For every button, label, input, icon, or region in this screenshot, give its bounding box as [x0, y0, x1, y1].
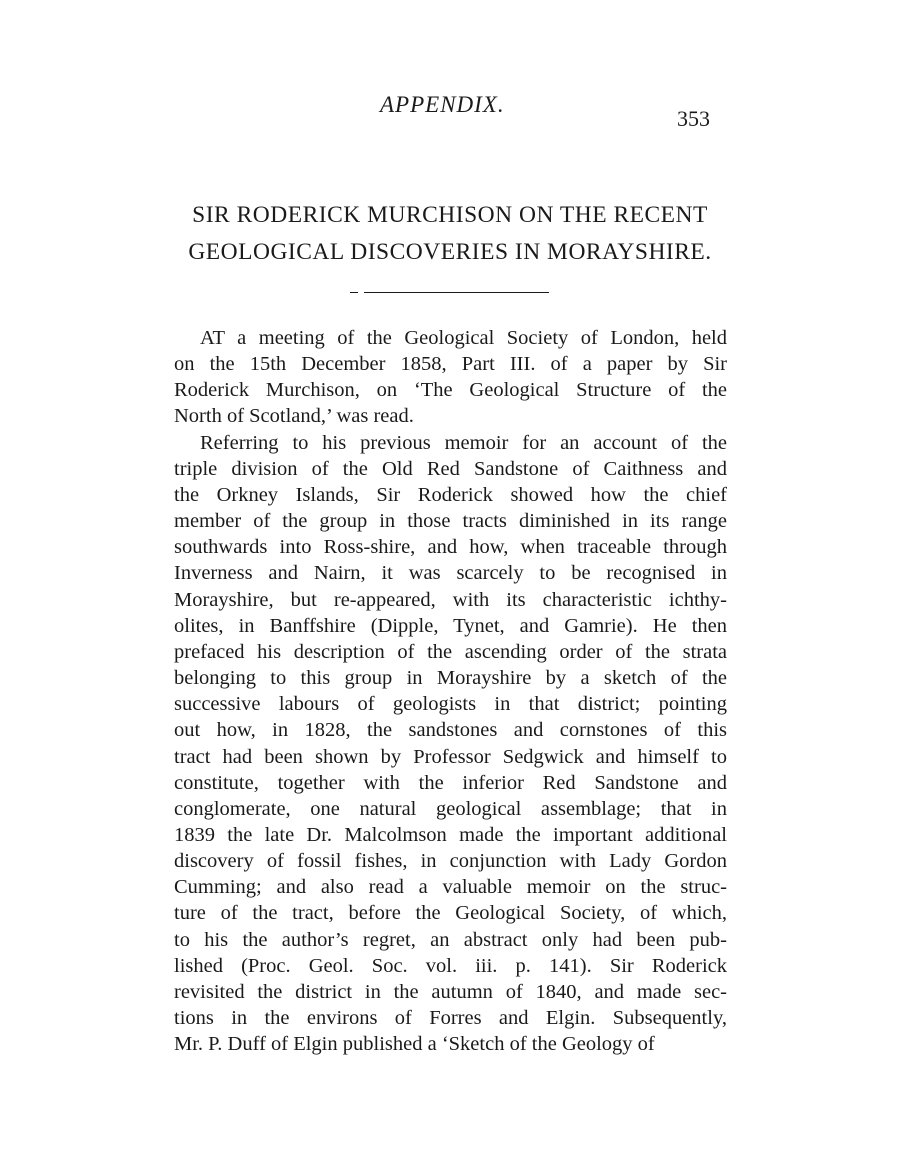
- page-number: 353: [677, 106, 710, 131]
- article-title-line-2: GEOLOGICAL DISCOVERIES IN MORAYSHIRE.: [188, 239, 712, 265]
- text-line: conglomerate, one natural geological assemblage; that in: [174, 797, 727, 820]
- text-line: 1839 the late Dr. Malcolmson made the important additional: [174, 823, 727, 846]
- text-line: on the 15th December 1858, Part III. of a paper by Sir: [174, 353, 727, 376]
- divider-line: [364, 292, 549, 293]
- text-line: Mr. P. Duff of Elgin published a ‘Sketch of the Geology of: [174, 1033, 655, 1056]
- text-line: Morayshire, but re-appeared, with its characteristic ichthy-: [174, 588, 727, 611]
- text-line: North of Scotland,’ was read.: [174, 405, 414, 428]
- running-head: [0, 92, 900, 131]
- text-line: belonging to this group in Morayshire by a sketch of the: [174, 667, 727, 690]
- text-line: to his the author’s regret, an abstract only had been pub-: [174, 928, 727, 951]
- text-line: the Orkney Islands, Sir Roderick showed how the chief: [174, 483, 727, 506]
- text-line: Inverness and Nairn, it was scarcely to be recognised in: [174, 562, 727, 585]
- text-line: prefaced his description of the ascending order of the strata: [174, 640, 727, 663]
- divider-dash: [350, 292, 358, 293]
- text-line: lished (Proc. Geol. Soc. vol. iii. p. 141). Sir Roderick: [174, 954, 727, 977]
- text-line: tract had been shown by Professor Sedgwick and himself to: [174, 745, 727, 768]
- text-line: Referring to his previous memoir for an account of the: [200, 431, 727, 454]
- text-line: successive labours of geologists in that district; pointing: [174, 693, 727, 716]
- text-line: Cumming; and also read a valuable memoir on the struc-: [174, 876, 727, 899]
- paragraph: [174, 430, 727, 1058]
- text-line: southwards into Ross-shire, and how, when traceable through: [174, 536, 727, 559]
- text-line: AT a meeting of the Geological Society of London, held: [200, 327, 727, 349]
- article-title: [150, 197, 750, 271]
- text-line: out how, in 1828, the sandstones and cornstones of this: [174, 719, 727, 742]
- paragraph: [174, 325, 727, 430]
- text-line: Roderick Murchison, on ‘The Geological Structure of the: [174, 379, 727, 402]
- section-divider-rule: [350, 292, 550, 296]
- text-line: triple division of the Old Red Sandstone of Caithness and: [174, 457, 727, 480]
- text-line: olites, in Banffshire (Dipple, Tynet, and Gamrie). He then: [174, 614, 727, 637]
- text-line: member of the group in those tracts diminished in its range: [174, 510, 727, 533]
- text-line: tions in the environs of Forres and Elgin. Subsequently,: [174, 1007, 727, 1030]
- running-title: APPENDIX.: [380, 92, 505, 117]
- text-line: constitute, together with the inferior Red Sandstone and: [174, 771, 727, 794]
- text-line: discovery of fossil fishes, in conjunction with Lady Gordon: [174, 850, 727, 873]
- body-text: [174, 325, 727, 1057]
- text-line: ture of the tract, before the Geological Society, of which,: [174, 902, 727, 925]
- text-line: revisited the district in the autumn of 1840, and made sec-: [174, 980, 727, 1003]
- article-title-line-1: SIR RODERICK MURCHISON ON THE RECENT: [192, 202, 708, 228]
